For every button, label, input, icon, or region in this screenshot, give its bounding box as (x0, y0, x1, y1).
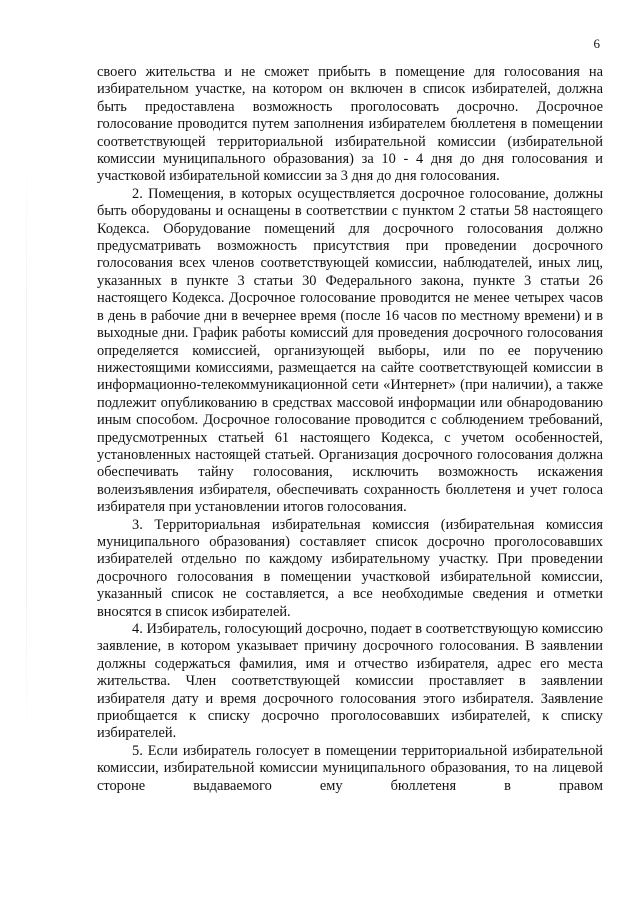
page-number: 6 (593, 36, 600, 51)
document-body (97, 64, 603, 795)
paragraph-item-5: 5. Если избиратель голосует в помещении территориальной избирательной комиссии, избирательной комиссии муниципального образования, то на лицевой стороне выдаваемого ему бюллетеня в правом (97, 742, 603, 794)
scan-edge-shadow (26, 150, 27, 750)
paragraph-item-2: 2. Помещения, в которых осуществляется досрочное голосование, должны быть оборудованы и оснащены в соответствии с пунктом 2 статьи 58 настоящего Кодекса. Оборудование помещений для досрочного голосования должно предусматривать возможность присутствия при проведении досрочного голосования всех членов соответствующей комиссии, наблюдателей, иных лиц, указанных в пункте 3 статьи 30 Федерального закона, пункте 3 статьи 26 настоящего Кодекса. Досрочное голосование проводится не менее четырех часов в день в рабочие дни в вечернее время (после 16 часов по местному времени) и в выходные дни. График работы комиссий для проведения досрочного голосования определяется комиссией, организующей выборы, или по ее поручению нижестоящими комиссиями, размещается на сайте соответствующей комиссии в информационно-телекоммуникационной сети «Интернет» (при наличии), а также подлежит опубликованию в средствах массовой информации или обнародованию иным способом. Досрочное голосование проводится с соблюдением требований, предусмотренных статьей 61 настоящего Кодекса, с учетом особенностей, установленных настоящей статьей. Организация досрочного голосования должна обеспечивать тайну голосования, исключить возможность искажения волеизъявления избирателя, обеспечивать сохранность бюллетеня и учет голоса избирателя при установлении итогов голосования. (97, 185, 603, 516)
paragraph-continuation: своего жительства и не сможет прибыть в помещение для голосования на избирательном участке, на котором он включен в список избирателей, должна быть предоставлена возможность проголосовать досрочно. Досрочное голосование проводится путем заполнения избирателем бюллетеня в помещении соответствующей территориальной избирательной комиссии (избирательной комиссии муниципального образования) за 10 - 4 дня до дня голосования и участковой избирательной комиссии за 3 дня до дня голосования. (97, 64, 603, 185)
paragraph-item-3: 3. Территориальная избирательная комиссия (избирательная комиссия муниципального образования) составляет список досрочно проголосовавших избирателей отдельно по каждому избирательному участку. При проведении досрочного голосования в помещении участковой избирательной комиссии, указанный список не составляется, а все необходимые сведения и отметки вносятся в список избирателей. (97, 516, 603, 620)
paragraph-item-4: 4. Избиратель, голосующий досрочно, подает в соответствующую комиссию заявление, в котором указывает причину досрочного голосования. В заявлении должны содержаться фамилия, имя и отчество избирателя, адрес его места жительства. Член соответствующей комиссии проставляет в заявлении избирателя дату и время досрочного голосования этого избирателя. Заявление приобщается к списку досрочно проголосовавших избирателей, к списку избирателей. (97, 621, 603, 742)
